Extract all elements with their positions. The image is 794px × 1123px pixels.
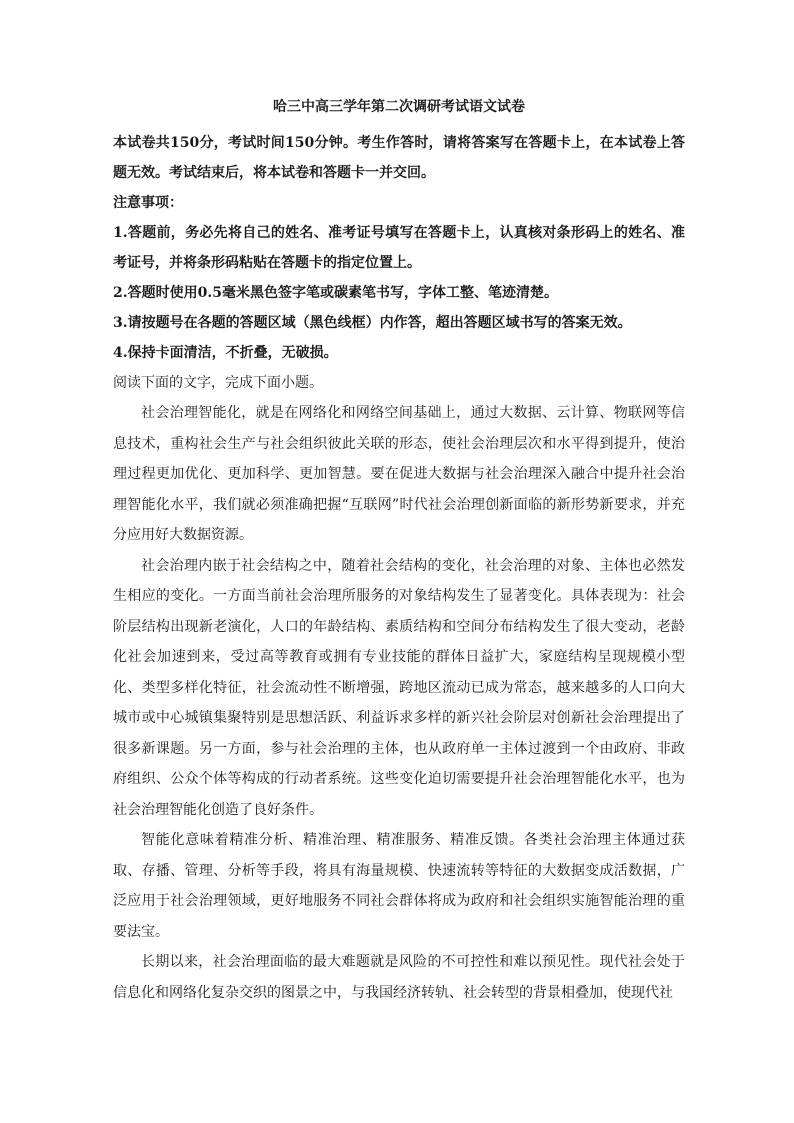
notice-item: 3.请按题号在各题的答题区域（黑色线框）内作答，超出答题区域书写的答案无效。 — [113, 315, 632, 331]
notice-item: 1.答题前，务必先将自己的姓名、准考证号填写在答题卡上，认真核对条形码上的姓名、准考证号，并将条形码粘贴在答题卡的指定位置上。 — [113, 225, 685, 271]
exam-intro: 本试卷共150分，考试时间150分钟。考生作答时，请将答案写在答题卡上，在本试卷上答题无效。考试结束后，将本试卷和答题卡一并交回。 — [113, 135, 685, 181]
passage-paragraph: 长期以来，社会治理面临的最大难题就是风险的不可控性和难以预见性。现代社会处于信息化和网络化复杂交织的图景之中，与我国经济转轨、社会转型的背景相叠加，使现代社 — [113, 954, 685, 1001]
passage-paragraph: 社会治理智能化，就是在网络化和网络空间基础上，通过大数据、云计算、物联网等信息技术，重构社会生产与社会组织彼此关联的形态，使社会治理层次和水平得到提升，使治理过程更加优化、更加科学、更加智慧。要在促进大数据与社会治理深入融合中提升社会治理智能化水平，我们就必须准确把握“互联网”时代社会治理创新面临的新形势新要求，并充分应用好大数据资源。 — [113, 405, 685, 543]
notice-heading: 注意事项： — [113, 195, 183, 211]
page-title: 哈三中高三学年第二次调研考试语文试卷 — [273, 99, 525, 115]
notice-item: 2.答题时使用0.5毫米黑色签字笔或碳素笔书写，字体工整、笔迹清楚。 — [113, 285, 558, 301]
notice-item: 4.保持卡面清洁，不折叠，无破损。 — [113, 345, 338, 361]
passage-paragraph: 社会治理内嵌于社会结构之中，随着社会结构的变化，社会治理的对象、主体也必然发生相应的变化。一方面当前社会治理所服务的对象结构发生了显著变化。具体表现为：社会阶层结构出现新老演化，人口的年龄结构、素质结构和空间分布结构发生了很大变动，老龄化社会加速到来，受过高等教育或拥有专业技能的群体日益扩大，家庭结构呈现规模小型化、类型多样化特征，社会流动性不断增强，跨地区流动已成为常态，越来越多的人口向大城市或中心城镇集聚特别是思想活跃、利益诉求多样的新兴社会阶层对创新社会治理提出了很多新课题。另一方面，参与社会治理的主体，也从政府单一主体过渡到一个由政府、非政府组织、公众个体等构成的行动者系统。这些变化迫切需要提升社会治理智能化水平，也为社会治理智能化创造了良好条件。 — [113, 557, 685, 818]
passage-paragraph: 智能化意味着精准分析、精准治理、精准服务、精准反馈。各类社会治理主体通过获取、存播、管理、分析等手段，将具有海量规模、快速流转等特征的大数据变成活数据，广泛应用于社会治理领域，更好地服务不同社会群体将成为政府和社会组织实施智能治理的重要法宝。 — [113, 832, 685, 940]
reading-instruction: 阅读下面的文字，完成下面小题。 — [113, 375, 323, 391]
exam-page — [113, 98, 685, 1008]
